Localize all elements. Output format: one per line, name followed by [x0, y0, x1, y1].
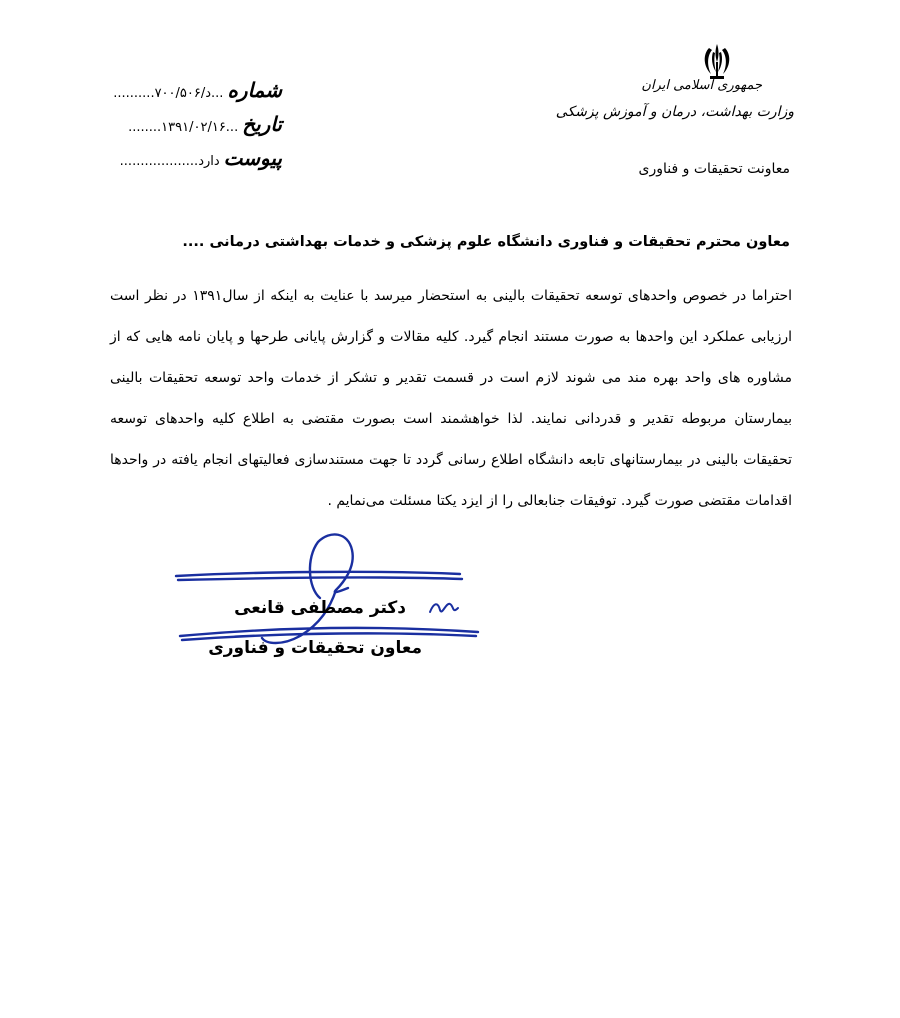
ministry-script: وزارت بهداشت، درمان و آموزش پزشکی: [555, 104, 794, 120]
number-value: ..........۷۰۰/د/۵۰۶...: [113, 86, 224, 101]
signer-name: دکتر مصطفی قانعی: [234, 598, 406, 618]
signer-title: معاون تحقیقات و فناوری: [208, 638, 422, 658]
attachment-value: ...................دارد: [119, 154, 220, 169]
republic-script: جمهوری اسلامی ایران: [641, 78, 762, 93]
initials-mark: [428, 596, 460, 620]
letter-body: احتراما در خصوص واحدهای توسعه تحقیقات بالینی به استحضار میرسد با عنایت به اینکه از سال۱۳۹۱ در نظر است ارزیابی عملکرد این واحدها به صورت مستند انجام گیرد. کلیه مقالات و گزارش پایانی طرحها و پایان نامه هایی که از مشاوره های واحد بهره مند می شوند لازم است در قسمت تقدیر و تشکر از خدمات واحد توسعه تحقیقات بالینی بیمارستان مربوطه تقدیر و قدردانی نمایند. لذا خواهشمند است بصورت مقتضی به اطلاع کلیه واحدهای توسعه تحقیقات بالینی در بیمارستانهای تابعه دانشگاه اطلاع رسانی گردد تا جهت مستندسازی فعالیتهای انجام یافته در واحدها اقدامات مقتضی صورت گیرد. توفیقات جنابعالی را از ایزد یکتا مسئلت می‌نمایم .: [110, 288, 792, 509]
reference-date: [128, 112, 282, 136]
department-name: معاونت تحقیقات و فناوری: [638, 161, 790, 177]
reference-number: [113, 78, 282, 102]
attachment-label: پیوست: [223, 146, 282, 170]
date-label: تاریخ: [242, 112, 282, 136]
reference-block: [112, 72, 282, 176]
addressee: معاون محترم تحقیقات و فناوری دانشگاه علوم پزشکی و خدمات بهداشتی درمانی ....: [182, 234, 790, 250]
date-value: ........۱۳۹۱/۰۲/۱۶...: [128, 120, 239, 135]
reference-attachment: [120, 146, 282, 170]
ministry-letterhead: [555, 78, 800, 148]
number-label: شماره: [227, 78, 282, 102]
